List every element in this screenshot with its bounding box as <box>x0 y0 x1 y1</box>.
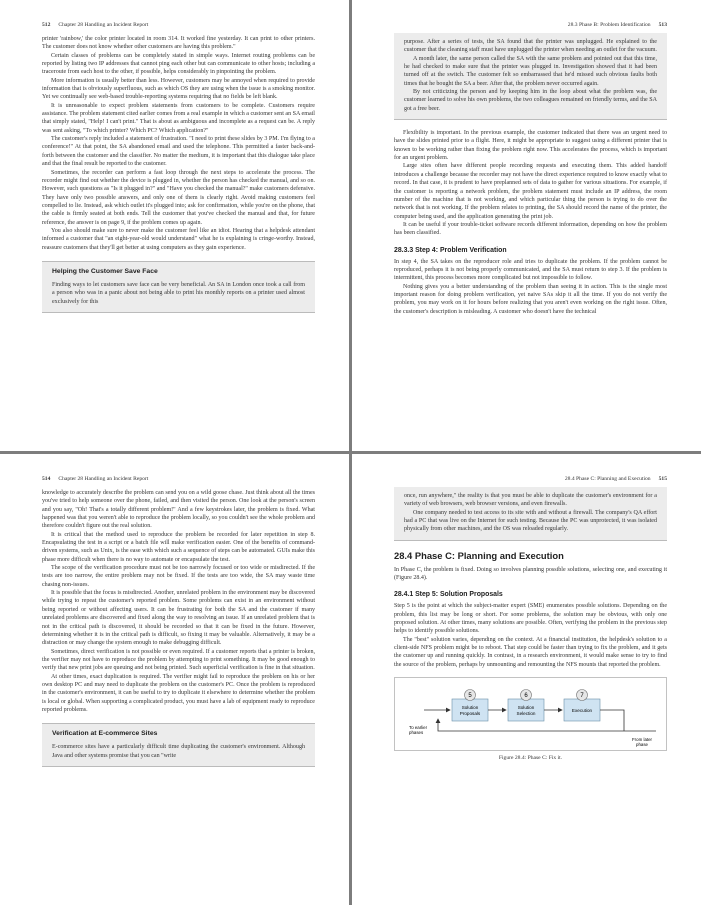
paragraph: In Phase C, the problem is fixed. Doing so involves planning possible solutions, selecting one, and executing it (Figure 28.4). <box>394 566 667 582</box>
section-heading: 28.3.3 Step 4: Problem Verification <box>394 246 507 254</box>
page-body <box>42 35 315 313</box>
paragraph: The scope of the verification procedure must not be too narrowly focused or too wide or misdirected. If the tests are too narrow, the entire problem may not be fixed. If the tests are too wide, the SA may waste time chasing non-issues. <box>42 565 315 588</box>
sidebar-text: A month later, the same person called the SA with the same problem and pointed out that this time, he had checked to make sure that the printer was plugged in. Investigation showed that it had been turned off at the switch. The customer felt so embarrassed that he'd missed such obvious faults both times that he bought the SA a beer. After that, the problem never occurred again. <box>404 55 657 87</box>
later-label: phase <box>636 742 648 748</box>
sidebar-box <box>42 723 315 767</box>
sidebar-text: E-commerce sites have a particularly difficult time duplicating the customer's environment. Although Java and other systems promise that you can "write <box>52 744 305 759</box>
paragraph: More information is usually better than less. However, customers may be annoyed when required to provide information that is obviously superfluous, such as which OS they are using when the issue is a smoking monitor. Yet we continually see web-based trouble-reporting systems requiring that no fields be left blank. <box>42 77 315 101</box>
page-body <box>394 489 667 763</box>
step-label: Proposals <box>459 711 481 717</box>
page-header <box>42 476 315 482</box>
sidebar-title: Verification at E-commerce Sites <box>52 730 158 738</box>
step-number: 7 <box>580 693 584 700</box>
paragraph: Certain classes of problems can be completely stated in simple ways. Internet routing problems can be reported by listing two IP addresses that cannot ping each other but can communicate to other hosts; including a traceroute from each host to the other, if possible, helps considerably in pinpointing the problem. <box>42 52 315 76</box>
figure-28-4 <box>394 677 667 762</box>
figure-caption: Figure 28.4: Phase C: Fix it. <box>498 755 563 762</box>
sidebar-text: once, run anywhere," the reality is that you must be able to duplicate the customer's environment for a variety of web browsers, web browser versions, and even firewalls. <box>404 493 657 508</box>
sidebar-text: Finding ways to let customers save face can be very beneficial. An SA in London once took a call from a person who was in a panic about not being able to print his monthly reports on a printer used almost exclusively for this <box>52 281 305 305</box>
paragraph: Step 5 is the point at which the subject-matter expert (SME) enumerates possible solutions. Depending on the problem, this list may be long or short. For some problems, the solution may be obvious, with only one proposed solution. At other times, many solutions are possible. Often, verifying the problem in the previous step helps to identify possible solutions. <box>394 603 667 635</box>
subsection-heading: 28.4.1 Step 5: Solution Proposals <box>394 591 503 599</box>
sidebar-text: By not criticizing the person and by keeping him in the loop about what the problem was, the customer learned to solve his own problems, the two colleagues remained on friendly terms, and the SA got a free beer. <box>404 89 657 112</box>
page-number: 514 <box>42 476 51 482</box>
paragraph: It is possible that the focus is misdirected. Another, unrelated problem in the environment may be discovered while trying to repeat the customer's reported problem. Some problems can exist in an environment without being reported or without affecting users. It can be frustrating for both the SA and the customer if many unrelated problems are discovered and fixed along the way to resolving an issue. If an unrelated problem that is not in the critical path is discovered, it should be recorded so that it can be fixed in the future. However, determining whether it is in the critical path is difficult, so fixing it may be valuable. Alternatively, it may be a distraction or may change the system enough to make debugging difficult. <box>42 590 315 647</box>
page-513 <box>352 0 701 451</box>
page-514 <box>0 454 349 905</box>
sidebar-text: One company needed to test access to its site with and without a firewall. The company's QA effort had a PC that was live on the Internet for such testing. Because the PC was unprotected, it was isolated physically from other machines, and the OS was reloaded regularly. <box>404 509 657 533</box>
earlier-label: To earlier <box>409 725 428 731</box>
sidebar-box-continued <box>394 33 667 120</box>
step-box-5 <box>452 699 488 721</box>
running-title: Chapter 28 Handling an Incident Report <box>58 476 149 482</box>
step-number: 6 <box>524 693 528 700</box>
step-label: Execution <box>571 708 593 714</box>
sidebar-box-continued <box>394 487 667 541</box>
running-title: 28.3 Phase B: Problem Identification <box>567 22 651 28</box>
sidebar-text: purpose. After a series of tests, the SA found that the printer was unplugged. He explained to the customer that the cleaning staff must have unplugged the printer when needing an outlet for the vacuum. <box>404 39 657 54</box>
paragraph: The customer's reply included a statement of frustration. "I need to print these slides by 3 PM. I'm flying to a conference!" At that point, the SA abandoned email and used the telephone. This permitted a faster back-and-forth between the customer and the classifier. No matter the medium, it is important that this dialogue take place and that the final result be reported to the customer. <box>42 136 315 168</box>
paragraph: It is critical that the method used to reproduce the problem be recorded for later repetition in step 8. Encapsulating the test in a script or a batch file will make verification easier. One of the benefits of command-driven systems, such as Unix, is the ease with which such a sequence of steps can be automated. GUIs make this phase more difficult when there is no way to automate or encapsulate the test. <box>42 531 315 563</box>
page-header <box>394 22 667 28</box>
page-number: 515 <box>658 476 667 482</box>
paragraph: In step 4, the SA takes on the reproducer role and tries to duplicate the problem. If the problem cannot be reproduced, perhaps it is not being properly communicated, and the SA must return to step 3. If the problem is intermittent, this process becomes more complicated but not impossible to follow. <box>394 258 667 282</box>
running-title: 28.4 Phase C: Planning and Execution <box>564 476 651 482</box>
page-512 <box>0 0 349 451</box>
earlier-label: phases <box>409 730 424 736</box>
paragraph: Nothing gives you a better understanding of the problem than seeing it in action. This is the single most important reason for doing problem verification, yet naive SAs skip it all the time. If you do not verify the problem, you may work on it for hours before realizing that you aren't even working on the right issue. Often, the customer's description is misleading. A customer who doesn't have the technical <box>394 283 667 315</box>
page-body <box>394 35 667 316</box>
step-label: Selection <box>516 711 536 717</box>
sidebar-title: Helping the Customer Save Face <box>52 267 158 275</box>
paragraph: printer 'rainbow,' the color printer located in room 314. It worked fine yesterday. It can print to other printers. The customer does not know whether other customers are having this problem." <box>42 36 315 51</box>
page-number: 513 <box>658 22 667 28</box>
paragraph: It can be useful if your trouble-ticket software records different information, depending on how the problem has been classified. <box>394 221 667 237</box>
page-body <box>42 489 315 767</box>
phase-c-diagram <box>394 677 667 751</box>
later-label: From later <box>632 737 653 743</box>
step-box-6 <box>508 699 544 721</box>
page-header <box>42 22 315 28</box>
paragraph: knowledge to accurately describe the problem can send you on a wild goose chase. Just think about all the times you've tried to help someone over the phone, failed, and then visited the person. One look at the person's screen and you say, "Oh! That's a totally different problem!" And a few keystrokes later, the problem is fixed. What happened was that you weren't able to reproduce the problem locally, so you couldn't see the whole problem and therefore couldn't figure out the real solution. <box>42 490 315 530</box>
section-heading: 28.4 Phase C: Planning and Execution <box>394 549 564 561</box>
sidebar-box <box>42 261 315 313</box>
step-label: Solution <box>461 705 479 711</box>
running-title: Chapter 28 Handling an Incident Report <box>58 22 149 28</box>
paragraph: Sometimes, the recorder can perform a fast loop through the next steps to accelerate the process. The recorder might find out whether the device is plugged in, whether the person has checked the manual, and so on. However, such questions as "Is it plugged in?" and "Have you checked the manual?" make customers defensive. They have only two possible answers, and only one of them is clearly right. Avoid making customers feel compelled to lie. Instead, ask which outlet it's plugged into; ask for confirmation, while you're on the phone, that the cable is firmly seated at both ends. Tell the customer that you've checked the manual and that, for future reference, the answer is on page 9, if the problem comes up again. <box>42 169 315 226</box>
paragraph: You also should make sure to never make the customer feel like an idiot. Hearing that a helpdesk attendant informed a customer that "an eight-year-old would understand" what he is explaining is cringe-worthy. Instead, reassure customers that they'll get better at using computers as they gain experience. <box>42 227 315 251</box>
step-label: Solution <box>517 705 535 711</box>
page-header <box>394 476 667 482</box>
paragraph: Large sites often have different people recording requests and executing them. This added handoff introduces a challenge because the recorder may not have the direct experience required to know exactly what to record. In that case, it is prudent to have preplanned sets of data to gather for various situations. For example, if the customer is reporting a network problem, the problem statement must include an IP address, the room number of the machine that is not working, and which particular thing the person is trying to do over the network that is not working. If the problem relates to printing, the SA should record the name of the printer, the computer being used, and the application generating the print job. <box>394 163 667 220</box>
step-number: 5 <box>468 693 472 700</box>
page-number: 512 <box>42 22 51 28</box>
paragraph: Sometimes, direct verification is not possible or even required. If a customer reports that a printer is broken, the verifier may not have to reproduce the problem by attempting to print something. It may be good enough to verify that new print jobs are queuing and not being printed. Such superficial verification is fine in that situation. <box>42 648 315 672</box>
paragraph: At other times, exact duplication is required. The verifier might fail to reproduce the problem on his or her own desktop PC and may need to duplicate the problem on the customer's PC. Once the problem is reproduced in the customer's environment, it can be useful to try to duplicate it elsewhere to determine whether the problem is local or global. When supporting a complicated product, you must have a lab of equipment ready to reproduce reported problems. <box>42 673 315 713</box>
page-515 <box>352 454 701 905</box>
paragraph: The "best" solution varies, depending on the context. At a financial institution, the helpdesk's solution to a client-side NFS problem might be to reboot. That step could be faster than trying to fix the problem, and it gets the customer up and running quickly. In contrast, in a research environment, it would make sense to try to find the source of the problem, perhaps by unmounting and remounting the NFS mounts that reported the problem. <box>394 636 667 668</box>
paragraph: Flexibility is important. In the previous example, the customer indicated that there was an urgent need to have the slides printed prior to a flight. Here, it might be appropriate to suggest using a different printer that is known to be working rather than fixing the problem right now. This accelerates the process, which is important for an urgent problem. <box>394 130 667 162</box>
paragraph: It is unreasonable to expect problem statements from customers to be complete. Customers require assistance. The problem statement cited earlier comes from a real example in which a customer sent an SA email that simply stated, "Help! I can't print." That is about as ambiguous and incomplete as a request can be. A reply was sent asking, "To which printer? Which PC? Which application?" <box>42 102 315 134</box>
